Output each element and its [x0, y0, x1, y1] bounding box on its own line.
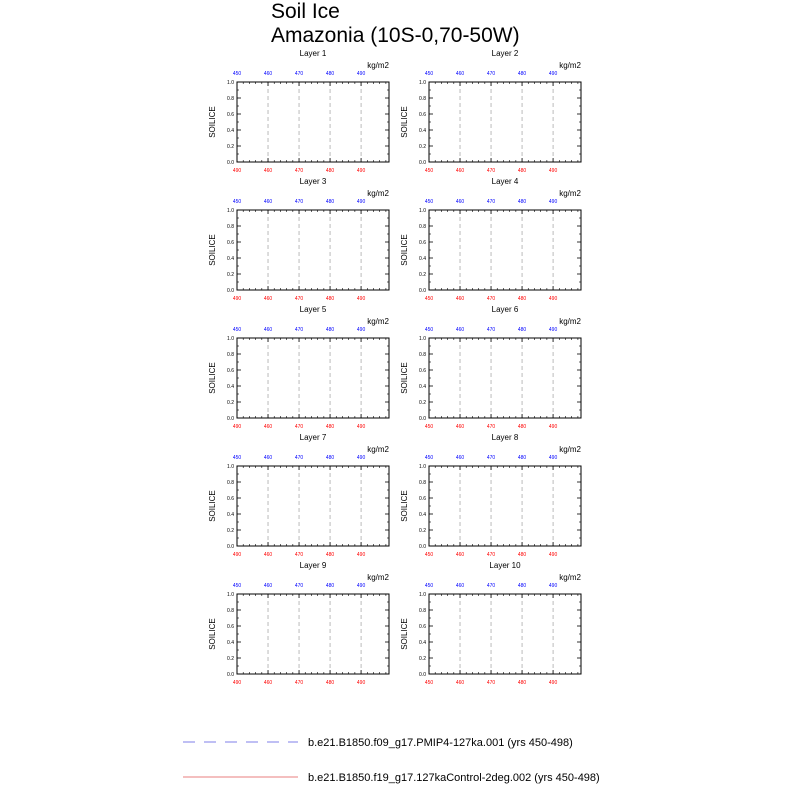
x-tick-label-bottom: 480 — [517, 296, 527, 302]
y-tick-label: 0.4 — [227, 512, 234, 518]
y-tick-label: 0.8 — [227, 224, 234, 230]
panel-title: Layer 8 — [491, 433, 519, 442]
units-label: kg/m2 — [367, 573, 389, 582]
units-label: kg/m2 — [367, 189, 389, 198]
panel-title: Layer 7 — [299, 433, 327, 442]
legend-label-1: b.e21.B1850.f09_g17.PMIP4-127ka.001 (yrs 450-498) — [308, 737, 573, 749]
y-tick-label: 0.6 — [227, 624, 234, 630]
y-tick-label: 0.2 — [419, 528, 426, 534]
panel-layer-4 — [400, 177, 582, 302]
x-tick-label-top: 480 — [325, 71, 335, 77]
x-tick-label-top: 470 — [294, 71, 304, 77]
y-tick-label: 0.2 — [227, 656, 234, 662]
units-label: kg/m2 — [559, 573, 581, 582]
x-tick-label-bottom: 460 — [263, 552, 273, 558]
y-tick-label: 0.8 — [419, 224, 426, 230]
y-tick-label: 0.6 — [419, 368, 426, 374]
y-tick-label: 1.0 — [227, 208, 234, 214]
x-tick-label-top: 490 — [356, 327, 366, 333]
legend-label-2: b.e21.B1850.f19_g17.127kaControl-2deg.002 (yrs 450-498) — [308, 772, 600, 784]
x-tick-label-top: 470 — [486, 71, 496, 77]
y-axis-label: SOILICE — [208, 490, 217, 522]
x-tick-label-top: 470 — [294, 583, 304, 589]
x-tick-label-bottom: 470 — [294, 168, 304, 174]
x-tick-label-top: 450 — [424, 455, 434, 461]
y-tick-label: 0.2 — [419, 272, 426, 278]
y-tick-label: 0.2 — [419, 656, 426, 662]
x-tick-label-bottom: 460 — [455, 680, 465, 686]
y-tick-label: 0.0 — [419, 544, 426, 550]
panel-layer-10 — [400, 561, 582, 686]
y-axis-label: SOILICE — [400, 106, 409, 138]
plot-frame — [237, 466, 389, 546]
x-tick-label-bottom: 490 — [548, 296, 558, 302]
y-tick-label: 0.6 — [227, 496, 234, 502]
x-tick-label-bottom: 490 — [356, 552, 366, 558]
x-tick-label-top: 460 — [455, 327, 465, 333]
y-tick-label: 0.6 — [227, 240, 234, 246]
y-axis-label: SOILICE — [208, 362, 217, 394]
y-axis-label: SOILICE — [400, 362, 409, 394]
x-tick-label-bottom: 460 — [263, 296, 273, 302]
y-tick-label: 1.0 — [419, 336, 426, 342]
y-tick-label: 1.0 — [227, 80, 234, 86]
y-tick-label: 0.2 — [227, 528, 234, 534]
y-tick-label: 0.4 — [227, 256, 234, 262]
y-tick-label: 0.8 — [419, 608, 426, 614]
x-tick-label-top: 450 — [232, 327, 242, 333]
x-tick-label-top: 460 — [263, 455, 273, 461]
y-tick-label: 0.4 — [419, 384, 426, 390]
plot-frame — [429, 210, 581, 290]
plot-frame — [429, 338, 581, 418]
x-tick-label-top: 480 — [517, 71, 527, 77]
y-tick-label: 0.4 — [227, 640, 234, 646]
x-tick-label-top: 460 — [263, 327, 273, 333]
y-tick-label: 0.4 — [419, 640, 426, 646]
x-tick-label-top: 470 — [486, 583, 496, 589]
x-tick-label-bottom: 460 — [263, 168, 273, 174]
y-tick-label: 0.6 — [419, 496, 426, 502]
x-tick-label-bottom: 450 — [424, 424, 434, 430]
plot-frame — [237, 594, 389, 674]
x-tick-label-bottom: 480 — [325, 296, 335, 302]
x-tick-label-top: 480 — [517, 327, 527, 333]
x-tick-label-top: 450 — [424, 583, 434, 589]
y-tick-label: 0.2 — [419, 400, 426, 406]
y-tick-label: 0.8 — [227, 352, 234, 358]
x-tick-label-bottom: 480 — [517, 168, 527, 174]
y-tick-label: 0.0 — [227, 672, 234, 678]
y-tick-label: 0.0 — [227, 288, 234, 294]
x-tick-label-bottom: 480 — [325, 680, 335, 686]
panel-layer-6 — [400, 305, 582, 430]
x-tick-label-top: 470 — [486, 455, 496, 461]
x-tick-label-bottom: 470 — [294, 680, 304, 686]
panel-title: Layer 10 — [489, 561, 521, 570]
x-tick-label-top: 480 — [517, 455, 527, 461]
x-tick-label-top: 480 — [325, 455, 335, 461]
panel-layer-9 — [208, 561, 390, 686]
x-tick-label-top: 490 — [548, 71, 558, 77]
plot-frame — [429, 594, 581, 674]
x-tick-label-top: 490 — [548, 327, 558, 333]
x-tick-label-top: 470 — [486, 199, 496, 205]
y-tick-label: 0.0 — [419, 416, 426, 422]
panel-title: Layer 9 — [299, 561, 327, 570]
x-tick-label-bottom: 470 — [486, 552, 496, 558]
x-tick-label-top: 450 — [424, 199, 434, 205]
panel-title: Layer 4 — [491, 177, 519, 186]
x-tick-label-bottom: 490 — [356, 424, 366, 430]
x-tick-label-bottom: 460 — [263, 680, 273, 686]
y-tick-label: 1.0 — [419, 208, 426, 214]
x-tick-label-bottom: 480 — [517, 424, 527, 430]
x-tick-label-bottom: 480 — [325, 552, 335, 558]
panel-title: Layer 3 — [299, 177, 327, 186]
panel-title: Layer 2 — [491, 49, 519, 58]
y-tick-label: 0.4 — [227, 384, 234, 390]
x-tick-label-top: 460 — [263, 199, 273, 205]
y-axis-label: SOILICE — [400, 490, 409, 522]
y-tick-label: 0.2 — [227, 144, 234, 150]
x-tick-label-top: 490 — [356, 199, 366, 205]
x-tick-label-bottom: 490 — [548, 168, 558, 174]
y-tick-label: 0.8 — [419, 352, 426, 358]
x-tick-label-top: 490 — [548, 455, 558, 461]
y-axis-label: SOILICE — [208, 106, 217, 138]
x-tick-label-top: 490 — [548, 583, 558, 589]
y-tick-label: 1.0 — [419, 464, 426, 470]
y-tick-label: 0.2 — [227, 400, 234, 406]
x-tick-label-bottom: 490 — [548, 424, 558, 430]
panel-layer-7 — [208, 433, 390, 558]
y-tick-label: 0.4 — [419, 256, 426, 262]
plot-frame — [237, 338, 389, 418]
plot-frame — [237, 210, 389, 290]
panel-title: Layer 1 — [299, 49, 327, 58]
y-tick-label: 0.2 — [227, 272, 234, 278]
y-tick-label: 1.0 — [227, 336, 234, 342]
x-tick-label-bottom: 470 — [294, 296, 304, 302]
x-tick-label-top: 450 — [424, 327, 434, 333]
x-tick-label-top: 490 — [548, 199, 558, 205]
y-tick-label: 0.6 — [419, 112, 426, 118]
units-label: kg/m2 — [367, 61, 389, 70]
panel-title: Layer 5 — [299, 305, 327, 314]
x-tick-label-top: 460 — [455, 455, 465, 461]
chart-subtitle: Amazonia (10S-0,70-50W) — [271, 24, 520, 47]
x-tick-label-top: 460 — [455, 583, 465, 589]
units-label: kg/m2 — [367, 445, 389, 454]
y-tick-label: 0.4 — [419, 512, 426, 518]
x-tick-label-top: 480 — [325, 327, 335, 333]
y-axis-label: SOILICE — [400, 234, 409, 266]
y-tick-label: 0.8 — [227, 608, 234, 614]
units-label: kg/m2 — [559, 445, 581, 454]
x-tick-label-top: 450 — [424, 71, 434, 77]
y-axis-label: SOILICE — [400, 618, 409, 650]
x-tick-label-top: 490 — [356, 583, 366, 589]
x-tick-label-top: 460 — [263, 71, 273, 77]
x-tick-label-top: 460 — [263, 583, 273, 589]
panel-title: Layer 6 — [491, 305, 519, 314]
x-tick-label-top: 450 — [232, 583, 242, 589]
panel-layer-2 — [400, 49, 582, 174]
units-label: kg/m2 — [559, 317, 581, 326]
x-tick-label-bottom: 470 — [486, 168, 496, 174]
y-tick-label: 0.4 — [419, 128, 426, 134]
x-tick-label-bottom: 490 — [356, 168, 366, 174]
x-tick-label-bottom: 470 — [486, 296, 496, 302]
y-tick-label: 0.2 — [419, 144, 426, 150]
legend — [0, 720, 800, 800]
x-tick-label-top: 450 — [232, 199, 242, 205]
x-tick-label-bottom: 490 — [232, 296, 242, 302]
x-tick-label-top: 470 — [294, 199, 304, 205]
y-axis-label: SOILICE — [208, 234, 217, 266]
panel-layer-8 — [400, 433, 582, 558]
x-tick-label-top: 470 — [294, 455, 304, 461]
y-tick-label: 0.6 — [227, 368, 234, 374]
y-tick-label: 0.0 — [419, 288, 426, 294]
x-tick-label-bottom: 460 — [263, 424, 273, 430]
plot-frame — [429, 82, 581, 162]
units-label: kg/m2 — [367, 317, 389, 326]
units-label: kg/m2 — [559, 189, 581, 198]
x-tick-label-bottom: 490 — [548, 680, 558, 686]
panel-layer-3 — [208, 177, 390, 302]
x-tick-label-top: 490 — [356, 455, 366, 461]
panel-layer-5 — [208, 305, 390, 430]
y-tick-label: 0.0 — [227, 544, 234, 550]
x-tick-label-bottom: 490 — [232, 680, 242, 686]
panel-layer-1 — [208, 49, 390, 174]
x-tick-label-top: 450 — [232, 455, 242, 461]
x-tick-label-bottom: 450 — [424, 168, 434, 174]
y-axis-label: SOILICE — [208, 618, 217, 650]
y-tick-label: 0.4 — [227, 128, 234, 134]
x-tick-label-bottom: 450 — [424, 680, 434, 686]
x-tick-label-bottom: 490 — [232, 424, 242, 430]
y-tick-label: 0.0 — [419, 672, 426, 678]
x-tick-label-top: 480 — [517, 583, 527, 589]
y-tick-label: 0.0 — [227, 416, 234, 422]
y-tick-label: 0.6 — [419, 240, 426, 246]
y-tick-label: 1.0 — [419, 80, 426, 86]
x-tick-label-bottom: 470 — [294, 424, 304, 430]
y-tick-label: 0.6 — [227, 112, 234, 118]
x-tick-label-bottom: 480 — [517, 680, 527, 686]
x-tick-label-top: 470 — [486, 327, 496, 333]
x-tick-label-bottom: 480 — [325, 168, 335, 174]
x-tick-label-top: 490 — [356, 71, 366, 77]
x-tick-label-bottom: 490 — [232, 168, 242, 174]
plot-frame — [429, 466, 581, 546]
y-tick-label: 1.0 — [227, 592, 234, 598]
x-tick-label-top: 480 — [517, 199, 527, 205]
x-tick-label-top: 480 — [325, 199, 335, 205]
x-tick-label-bottom: 450 — [424, 296, 434, 302]
x-tick-label-top: 460 — [455, 71, 465, 77]
y-tick-label: 0.8 — [419, 96, 426, 102]
plot-frame — [237, 82, 389, 162]
y-tick-label: 1.0 — [419, 592, 426, 598]
x-tick-label-bottom: 470 — [294, 552, 304, 558]
x-tick-label-bottom: 470 — [486, 424, 496, 430]
chart-title: Soil Ice — [271, 0, 340, 23]
x-tick-label-bottom: 480 — [517, 552, 527, 558]
x-tick-label-bottom: 490 — [356, 296, 366, 302]
x-tick-label-top: 460 — [455, 199, 465, 205]
x-tick-label-bottom: 450 — [424, 552, 434, 558]
y-tick-label: 0.0 — [419, 160, 426, 166]
y-tick-label: 0.8 — [419, 480, 426, 486]
x-tick-label-bottom: 460 — [455, 296, 465, 302]
x-tick-label-bottom: 490 — [232, 552, 242, 558]
x-tick-label-top: 470 — [294, 327, 304, 333]
x-tick-label-bottom: 490 — [548, 552, 558, 558]
y-tick-label: 0.8 — [227, 480, 234, 486]
x-tick-label-bottom: 460 — [455, 424, 465, 430]
x-tick-label-top: 450 — [232, 71, 242, 77]
x-tick-label-bottom: 490 — [356, 680, 366, 686]
y-tick-label: 0.6 — [419, 624, 426, 630]
y-tick-label: 1.0 — [227, 464, 234, 470]
y-tick-label: 0.8 — [227, 96, 234, 102]
x-tick-label-bottom: 460 — [455, 552, 465, 558]
x-tick-label-bottom: 470 — [486, 680, 496, 686]
x-tick-label-bottom: 460 — [455, 168, 465, 174]
x-tick-label-bottom: 480 — [325, 424, 335, 430]
x-tick-label-top: 480 — [325, 583, 335, 589]
units-label: kg/m2 — [559, 61, 581, 70]
y-tick-label: 0.0 — [227, 160, 234, 166]
